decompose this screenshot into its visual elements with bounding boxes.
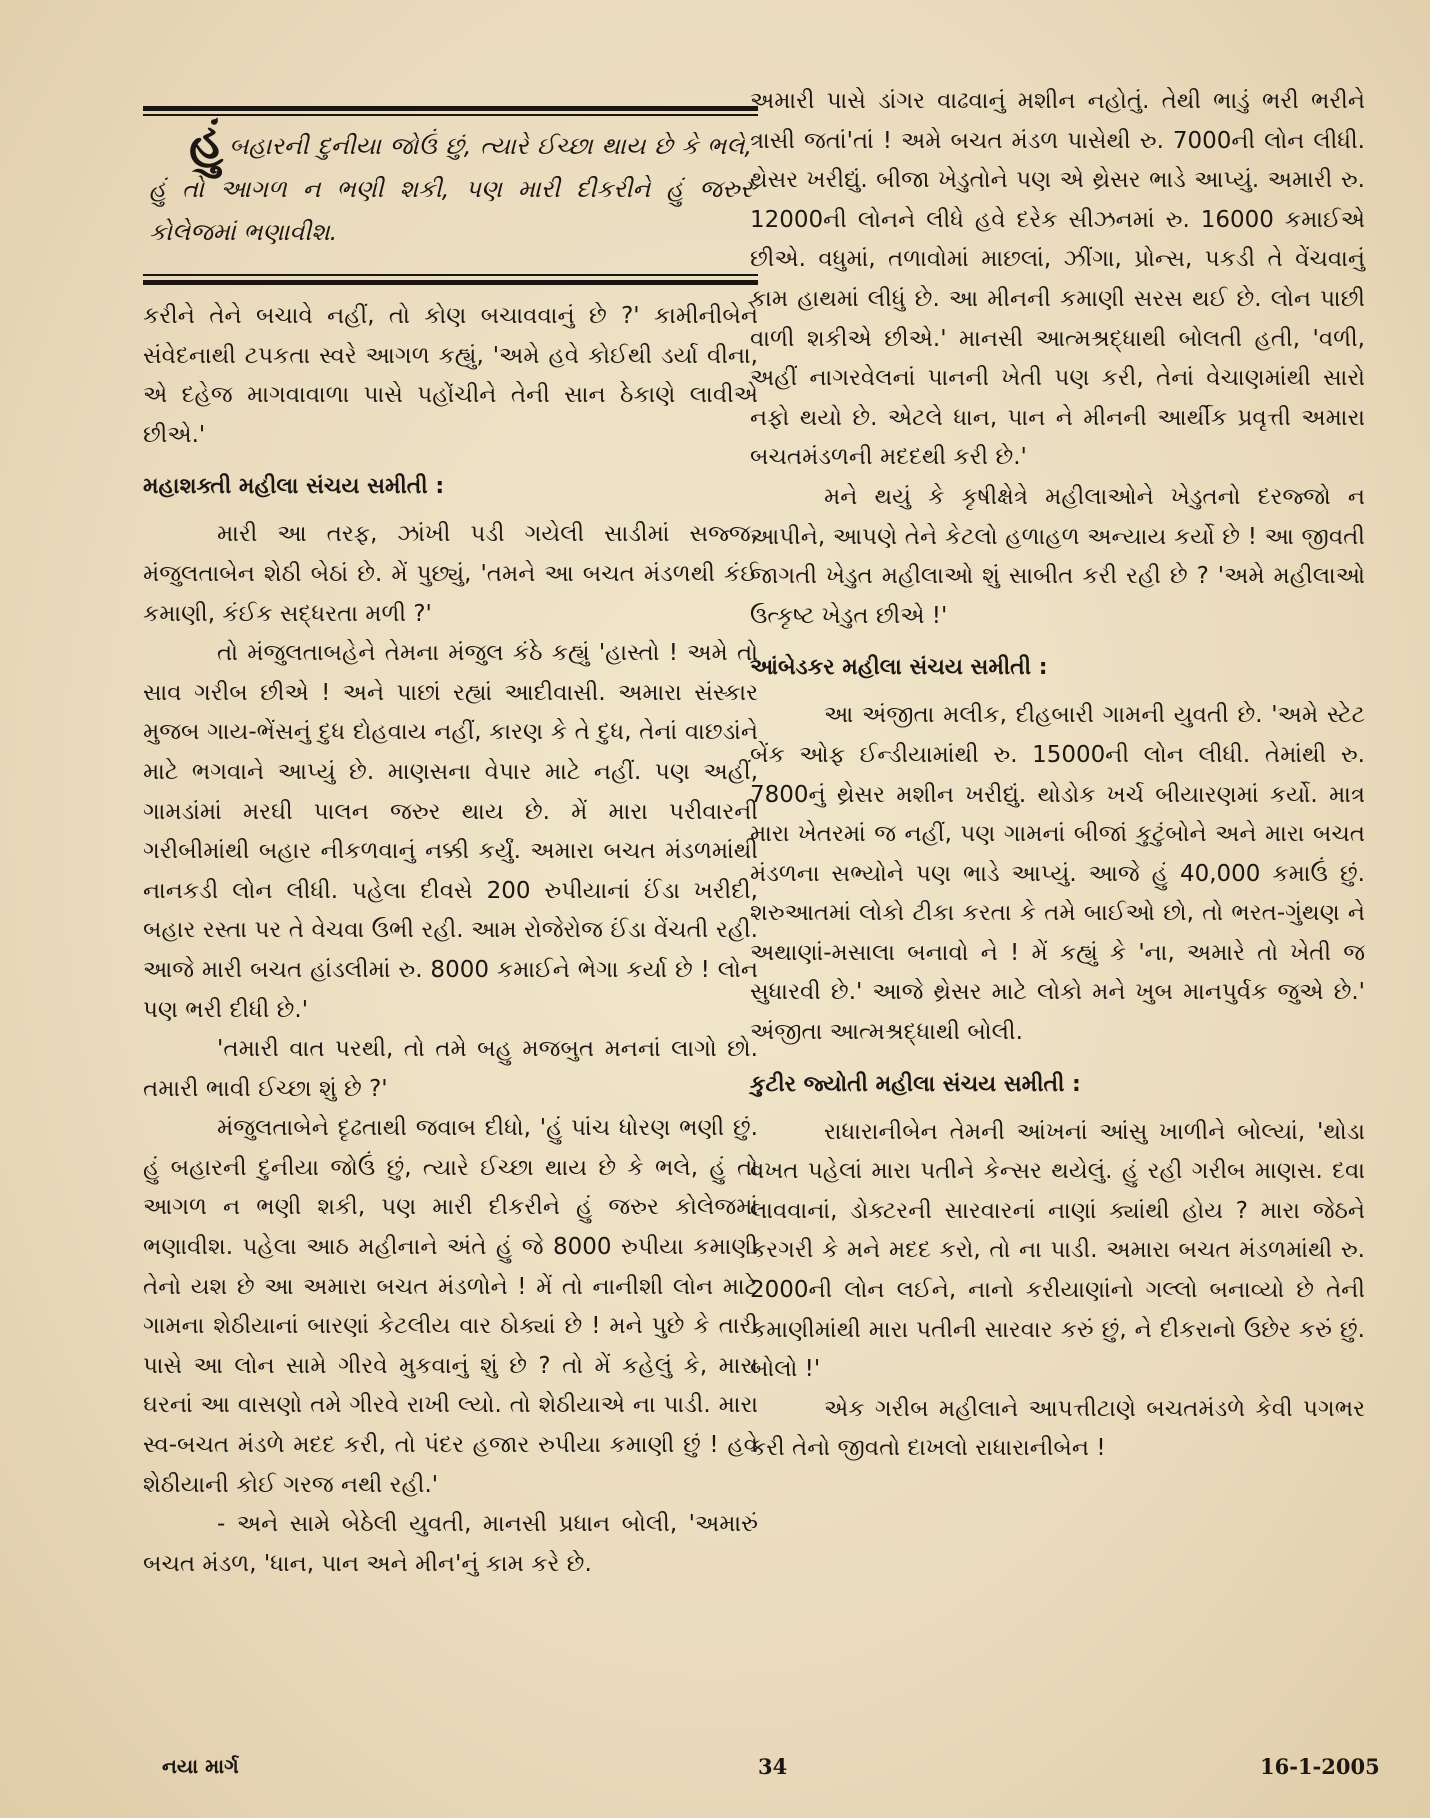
pull-quote-top-rule-thick xyxy=(143,106,758,111)
paragraph: રાધારાનીબેન તેમની આંખનાં આંસુ ખાળીને બોલ્યાં, 'થોડા વખત પહેલાં મારા પતીને કેન્સર થયેલું. હું રહી ગરીબ માણસ. દવા લાવવાનાં, ડોક્ટરની સારવારનાં નાણાં ક્યાંથી હોય ? મારા જેઠને કરગરી કે મને મદદ કરો, તો ના પાડી. અમારા બચત મંડળમાંથી રુ. 2000ની લોન લઈને, નાનો કરીયાણાંનો ગલ્લો બનાવ્યો છે તેની કમાણીમાંથી મારા પતીની સારવાર કરું છું, ને દીકરાનો ઉછેર કરું છું. બોલો !' xyxy=(750,1118,1365,1383)
paragraph: મારી આ તરફ, ઝાંખી પડી ગયેલી સાડીમાં સજ્જ, મંજુલતાબેન શેઠી બેઠાં છે. મેં પુછ્યું, 'તમને આ બચત મંડળથી કંઈ કમાણી, કંઈક સદ્ધરતા મળી ?' xyxy=(143,521,758,627)
section-heading: કુટીર જ્યોતી મહીલા સંચય સમીતી : xyxy=(750,1071,1081,1097)
section-heading: મહાશક્તી મહીલા સંચય સમીતી : xyxy=(143,474,445,500)
right-column xyxy=(750,82,1365,1469)
paragraph: કરીને તેને બચાવે નહીં, તો કોણ બચાવવાનું છે ?' કામીનીબેને સંવેદનાથી ટપકતા સ્વરે આગળ કહ્યું, 'અમે હવે કોઈથી ડર્યા વીના, એ દહેજ માગવાવાળા પાસે પહોંચીને તેની સાન ઠેકાણે લાવીએ છીએ.' xyxy=(143,303,758,448)
pull-quote-bottom-rule-thin xyxy=(143,274,758,276)
pull-quote-text: બહારની દુનીયા જોઉં છું, ત્યારે ઈચ્છા થાય છે કે ભલે, હું તો આગળ ન ભણી શકી, પણ મારી દીકરીને હું જરુર કોલેજમાં ભણાવીશ. xyxy=(149,132,752,246)
page-number: 34 xyxy=(758,1754,788,1779)
pull-quote-body xyxy=(143,116,758,260)
paragraph: - અને સામે બેઠેલી યુવતી, માનસી પ્રધાન બોલી, 'અમારું બચત મંડળ, 'ધાન, પાન અને મીન'નું કામ કરે છે. xyxy=(143,1511,758,1577)
paragraph: મને થયું કે કૃષીક્ષેત્રે મહીલાઓને ખેડુતનો દરજ્જો ન આપીને, આપણે તેને કેટલો હળાહળ અન્યાય કર્યો છે ! આ જીવતી જાગતી ખેડુત મહીલાઓ શું સાબીત કરી રહી છે ? 'અમે મહીલાઓ ઉત્કૃષ્ટ ખેડુત છીએ !' xyxy=(750,483,1365,629)
paragraph: 'તમારી વાત પરથી, તો તમે બહુ મજબુત મનનાં લાગો છો. તમારી ભાવી ઈચ્છા શું છે ?' xyxy=(143,1036,758,1102)
paragraph: આ અંજીતા મલીક, દીહબારી ગામની યુવતી છે. 'અમે સ્ટેટ બેંક ઓફ ઈન્ડીયામાંથી રુ. 15000ની લોન લીધી. તેમાંથી રુ. 7800નું થ્રેસર મશીન ખરીદ્યું. થોડોક ખર્ચ બીયારણમાં કર્યો. માત્ર મારા ખેતરમાં જ નહીં, પણ ગામનાં બીજાં કુટુંબોને અને મારા બચત મંડળના સભ્યોને પણ ભાડે આપ્યું. આજે હું 40,000 કમાઉં છું. શરુઆતમાં લોકો ટીકા કરતા કે તમે બાઈઓ છો, તો ભરત-ગુંથણ ને અથાણાં-મસાલા બનાવો ને ! મેં કહ્યું કે 'ના, અમારે તો ખેતી જ સુધારવી છે.' આજે થ્રેસર માટે લોકો મને ખુબ માનપુર્વક જુએ છે.' અંજીતા આત્મશ્રદ્ધાથી બોલી. xyxy=(750,702,1365,1046)
pull-quote xyxy=(143,106,758,285)
publication-name: નયા માર્ગ xyxy=(162,1754,239,1778)
paragraph: અમારી પાસે ડાંગર વાઢવાનું મશીન નહોતું. તેથી ભાડું ભરી ભરીને ત્રાસી જતાં'તાં ! અમે બચત મંડળ પાસેથી રુ. 7000ની લોન લીધી. થ્રેસર ખરીદ્યું. બીજા ખેડુતોને પણ એ થ્રેસર ભાડે આપ્યું. અમારી રુ. 12000ની લોનને લીધે હવે દરેક સીઝનમાં રુ. 16000 કમાઈએ છીએ. વધુમાં, તળાવોમાં માછલાં, ઝીંગા, પ્રોન્સ, પકડી તે વેંચવાનું કામ હાથમાં લીધું છે. આ મીનની કમાણી સરસ થઈ છે. લોન પાછી વાળી શકીએ છીએ.' માનસી આત્મશ્રદ્ધાથી બોલતી હતી, 'વળી, અહીં નાગરવેલનાં પાનની ખેતી પણ કરી, તેનાં વેચાણમાંથી સારો નફો થયો છે. એટલે ધાન, પાન ને મીનની આર્થીક પ્રવૃત્તી અમારા બચતમંડળની મદદથી કરી છે.' xyxy=(750,88,1365,471)
pull-quote-bottom-rule-thick xyxy=(143,280,758,285)
pull-quote-dropcap: હું xyxy=(189,114,224,170)
left-column xyxy=(143,78,758,1584)
paragraph: તો મંજુલતાબહેને તેમના મંજુલ કંઠે કહ્યું 'હાસ્તો ! અમે તો સાવ ગરીબ છીએ ! અને પાછાં રહ્યાં આદીવાસી. અમારા સંસ્કાર મુજબ ગાય-ભેંસનું દુધ દોહવાય નહીં, કારણ કે તે દુધ, તેનાં વાછડાંને માટે ભગવાને આપ્યું છે. માણસના વેપાર માટે નહીં. પણ અહીં, ગામડાંમાં મરઘી પાલન જરુર થાય છે. મેં મારા પરીવારની ગરીબીમાંથી બહાર નીકળવાનું નક્કી કર્યું. અમારા બચત મંડળમાંથી નાનકડી લોન લીધી. પહેલા દીવસે 200 રુપીયાનાં ઈંડા ખરીદી, બહાર રસ્તા પર તે વેચવા ઉભી રહી. આમ રોજેરોજ ઈંડા વેંચતી રહી. આજે મારી બચત હાંડલીમાં રુ. 8000 કમાઈને ભેગા કર્યા છે ! લોન પણ ભરી દીધી છે.' xyxy=(143,640,758,1023)
paragraph: મંજુલતાબેને દૃઢતાથી જવાબ દીધો, 'હું પાંચ ધોરણ ભણી છું. હું બહારની દુનીયા જોઉં છું, ત્યારે ઈચ્છા થાય છે કે ભલે, હું તો આગળ ન ભણી શકી, પણ મારી દીકરીને હું જરુર કોલેજમાં ભણાવીશ. પહેલા આઠ મહીનાને અંતે હું જે 8000 રુપીયા કમાણી તેનો યશ છે આ અમારા બચત મંડળોને ! મેં તો નાનીશી લોન માટે ગામના શેઠીયાનાં બારણાં કેટલીય વાર ઠોક્યાં છે ! મને પુછે કે તારી પાસે આ લોન સામે ગીરવે મુકવાનું શું છે ? તો મેં કહેલું કે, મારા ઘરનાં આ વાસણો તમે ગીરવે રાખી લ્યો. તો શેઠીયાએ ના પાડી. મારા સ્વ-બચત મંડળે મદદ કરી, તો પંદર હજાર રુપીયા કમાણી છું ! હવે શેઠીયાની કોઈ ગરજ નથી રહી.' xyxy=(143,1115,758,1498)
paragraph: એક ગરીબ મહીલાને આપત્તીટાણે બચતમંડળે કેવી પગભર કરી તેનો જીવતો દાખલો રાધારાનીબેન ! xyxy=(750,1395,1365,1462)
issue-date: 16-1-2005 xyxy=(1260,1754,1380,1779)
section-heading: આંબેડકર મહીલા સંચય સમીતી : xyxy=(750,655,1048,681)
